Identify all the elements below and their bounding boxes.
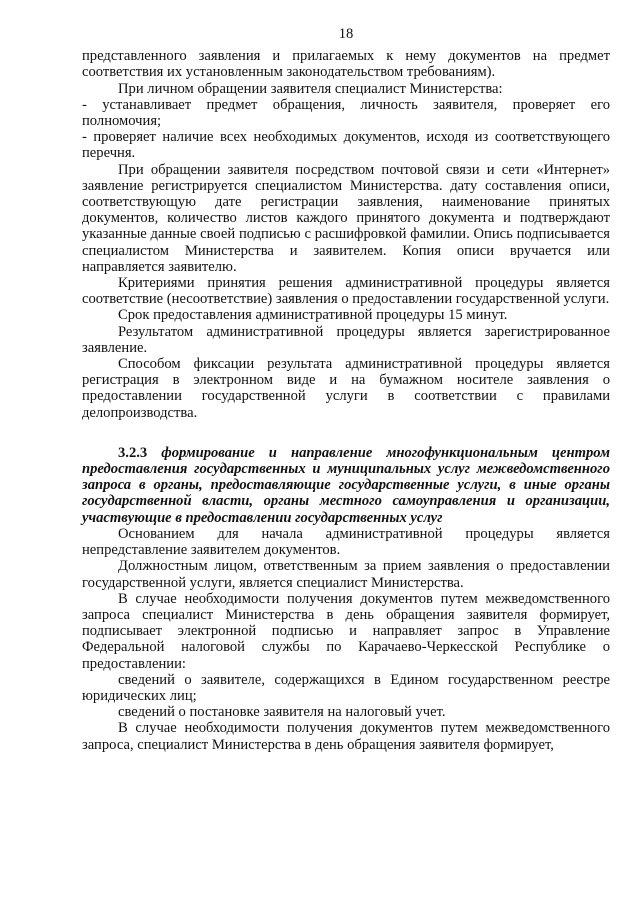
paragraph: Результатом административной процедуры является зарегистрированное заявление. — [82, 323, 610, 356]
paragraph: сведений о постановке заявителя на налоговый учет. — [118, 704, 446, 721]
paragraph: сведений о заявителе, содержащихся в Едином государственном реестре юридических лиц; — [82, 671, 610, 704]
paragraph: В случае необходимости получения документов путем межведомственного запроса специалист Министерства в день обращения заявителя формирует, подписывает электронной подписью и направляет запрос в Управление Федеральной налоговой службы по Карачаево-Черкесской Республике о предоставлении: — [82, 590, 610, 672]
paragraph: При обращении заявителя посредством почтовой связи и сети «Интернет» заявление регистрируется специалистом Министерства. дату составления описи, соответствующую дате регистрации заявления, наименование принятых документов, количество листов каждого принятого документа и подтверждают указанные данные своей подписью с расшифровкой фамилии. Опись подписывается специалистом Министерства и заявителем. Копия описи вручается или направляется заявителю. — [82, 161, 610, 275]
section-number: 3.2.3 — [118, 444, 148, 461]
paragraph: Должностным лицом, ответственным за прием заявления о предоставлении государственной услуги, является специалист Министерства. — [82, 558, 610, 591]
section-heading — [82, 445, 610, 526]
section-title: формирование и направление многофункциональным центром предоставления государственных и муниципальных услуг межведомственного запроса в органы, предоставляющие государственные услуги, в иные органы государственной власти, органы местного самоуправления и организации, участвующие в предоставлении государственных услуг — [82, 444, 610, 526]
paragraph: При личном обращении заявителя специалист Министерства: — [118, 80, 503, 97]
paragraph: Способом фиксации результата административной процедуры является регистрация в электронном виде и на бумажном носителе заявления о предоставлении государственной услуги в соответствии с правилами делопроизводства. — [82, 356, 610, 421]
paragraph: представленного заявления и прилагаемых к нему документов на предмет соответствия их установленным законодательством требованиям). — [82, 48, 610, 81]
list-item: - проверяет наличие всех необходимых документов, исходя из соответствующего перечня. — [82, 129, 610, 162]
list-item: - устанавливает предмет обращения, личность заявителя, проверяет его полномочия; — [82, 96, 610, 130]
section-spacer — [82, 421, 610, 445]
page-number: 18 — [338, 26, 354, 42]
paragraph: В случае необходимости получения документов путем межведомственного запроса, специалист Министерства в день обращения заявителя формирует, — [82, 720, 610, 753]
paragraph: Основанием для начала административной процедуры является непредставление заявителем документов. — [82, 525, 610, 559]
document-page — [82, 26, 610, 753]
paragraph: Критериями принятия решения административной процедуры является соответствие (несоответствие) заявления о предоставлении государственной услуги. — [82, 275, 610, 308]
paragraph: Срок предоставления административной процедуры 15 минут. — [118, 307, 508, 324]
